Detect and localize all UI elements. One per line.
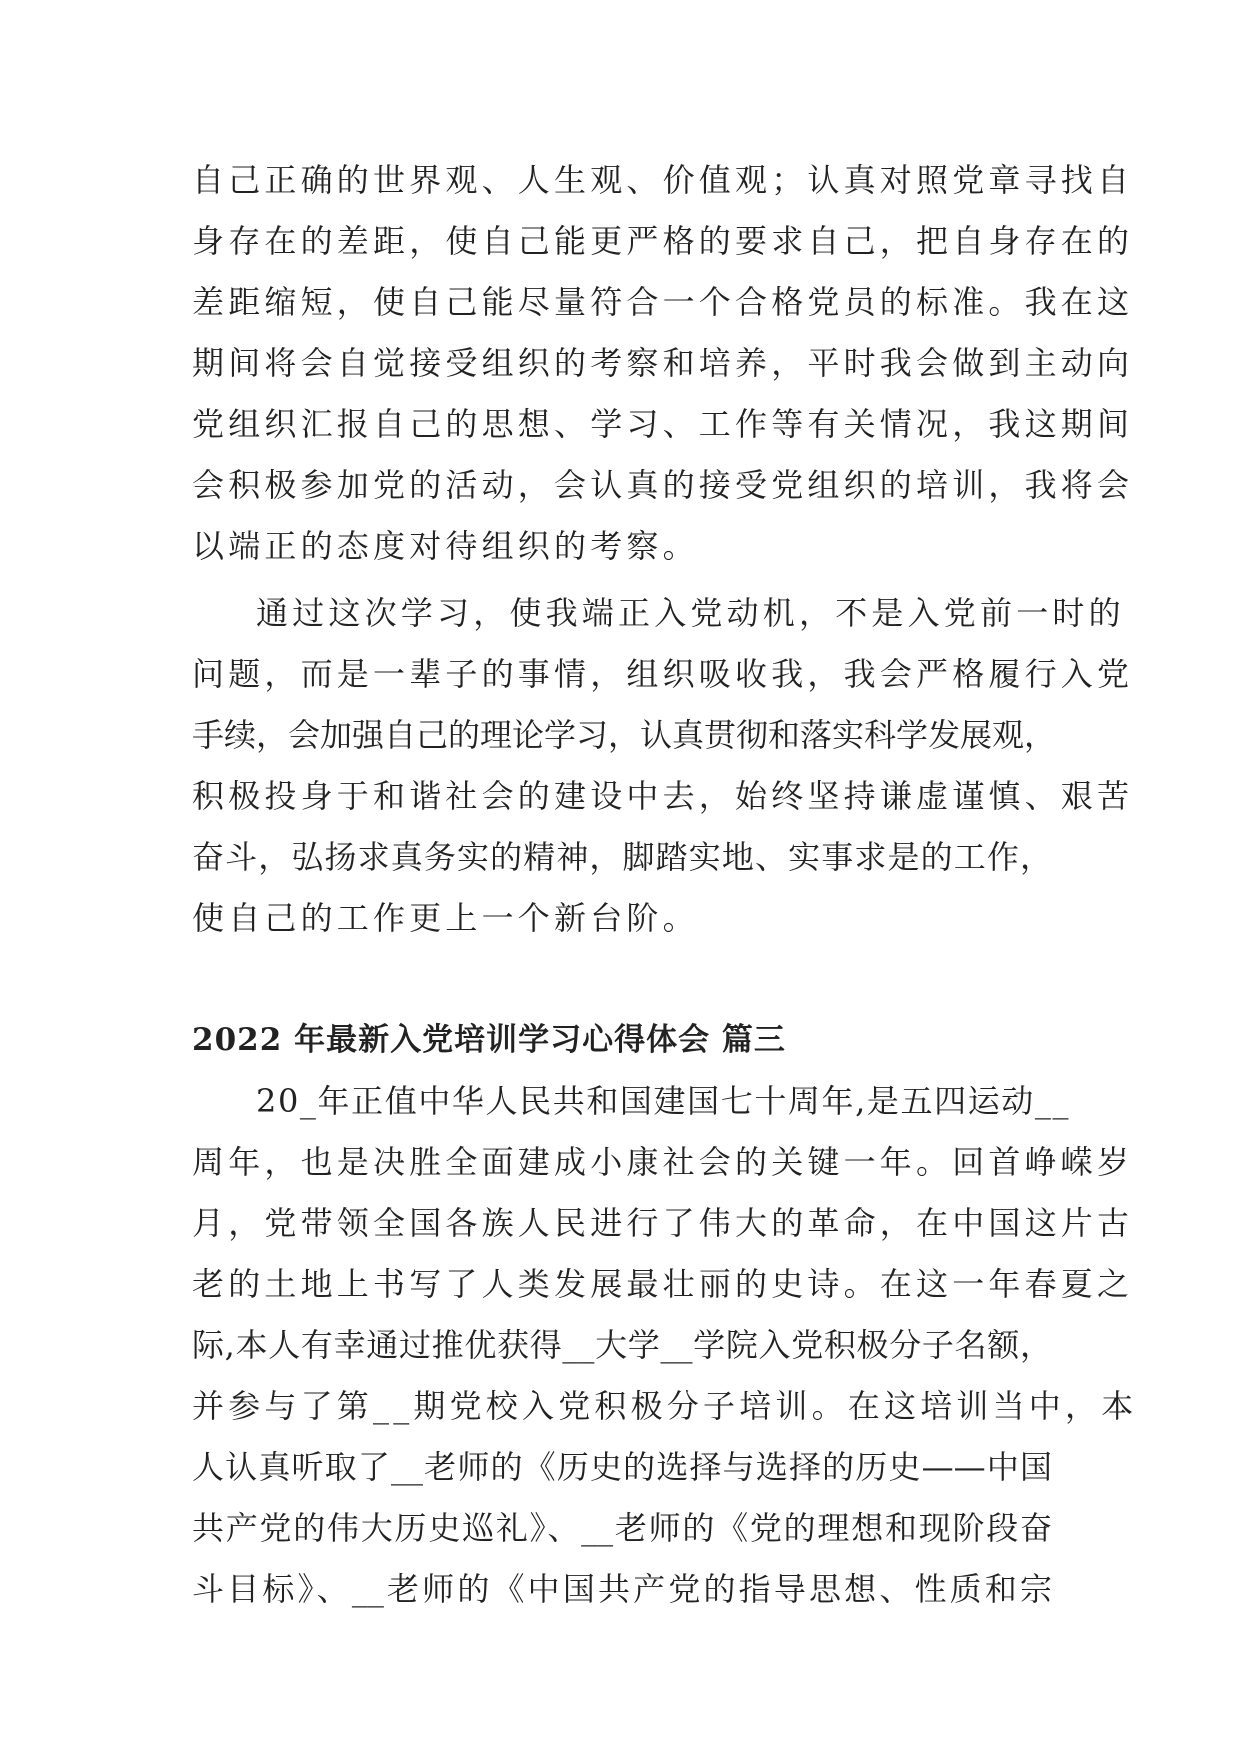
- section-heading: 2022 年最新入党培训学习心得体会 篇三: [192, 1022, 786, 1058]
- paragraph-3: [192, 1071, 1138, 1620]
- text-line: 月，党带领全国各族人民进行了伟大的革命，在中国这片古: [192, 1204, 1134, 1242]
- text-line: 手续，会加强自己的理论学习，认真贯彻和落实科学发展观，: [192, 716, 1057, 754]
- text-line: 积极投身于和谐社会的建设中去，始终坚持谦虚谨慎、艰苦: [192, 777, 1134, 815]
- text-line: 通过这次学习，使我端正入党动机，不是入党前一时的: [256, 594, 1125, 632]
- text-line: 以端正的态度对待组织的考察。: [192, 527, 699, 565]
- text-line: 期间将会自觉接受组织的考察和培养，平时我会做到主动向: [192, 344, 1134, 382]
- text-line: 共产党的伟大历史巡礼》、__老师的《党的理想和现阶段奋: [192, 1509, 1052, 1547]
- document-page: [192, 150, 1138, 1620]
- text-line: 并参与了第__期党校入党积极分子培训。在这培训当中，本: [192, 1387, 1138, 1425]
- text-line: 自己正确的世界观、人生观、价值观；认真对照党章寻找自: [192, 161, 1134, 199]
- text-line: 会积极参加党的活动，会认真的接受党组织的培训，我将会: [192, 466, 1134, 504]
- text-line: 20_年正值中华人民共和国建国七十周年,是五四运动__: [256, 1082, 1071, 1120]
- text-line: 差距缩短，使自己能尽量符合一个合格党员的标准。我在这: [192, 283, 1134, 321]
- text-line: 周年，也是决胜全面建成小康社会的关键一年。回首峥嵘岁: [192, 1143, 1134, 1181]
- paragraph-1: [192, 150, 1134, 577]
- text-line: 际,本人有幸通过推优获得__大学__学院入党积极分子名额，: [192, 1326, 1052, 1364]
- text-line: 问题，而是一辈子的事情，组织吸收我，我会严格履行入党: [192, 655, 1134, 693]
- text-line: 老的土地上书写了人类发展最壮丽的史诗。在这一年春夏之: [192, 1265, 1134, 1303]
- text-line: 使自己的工作更上一个新台阶。: [192, 899, 699, 937]
- text-line: 人认真听取了__老师的《历史的选择与选择的历史——中国: [192, 1448, 1052, 1486]
- text-line: 身存在的差距，使自己能更严格的要求自己，把自身存在的: [192, 222, 1134, 260]
- text-line: 斗目标》、__老师的《中国共产党的指导思想、性质和宗: [192, 1570, 1052, 1608]
- text-line: 奋斗，弘扬求真务实的精神，脚踏实地、实事求是的工作，: [192, 838, 1052, 876]
- text-line: 党组织汇报自己的思想、学习、工作等有关情况，我这期间: [192, 405, 1134, 443]
- paragraph-2: [192, 583, 1134, 949]
